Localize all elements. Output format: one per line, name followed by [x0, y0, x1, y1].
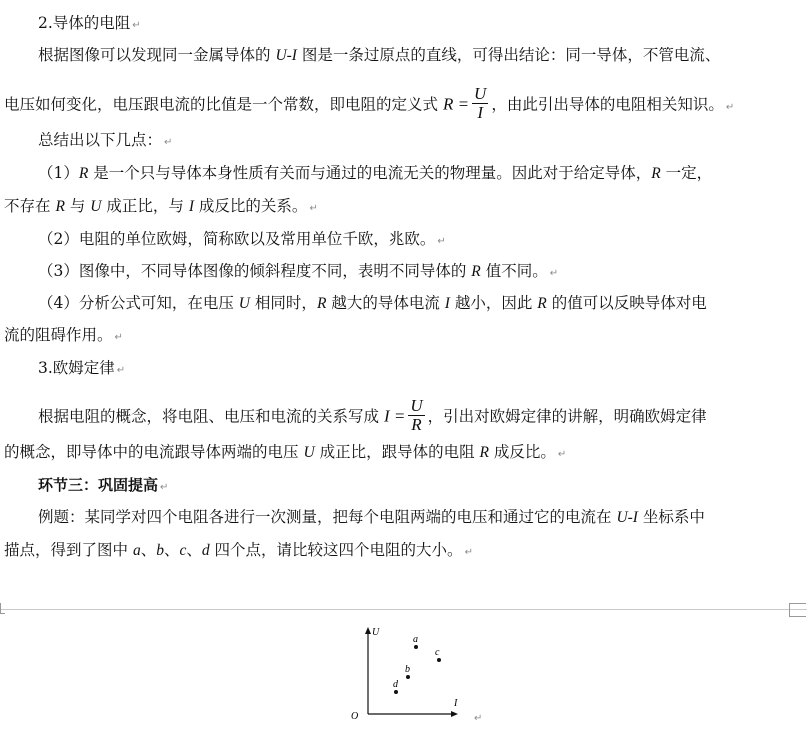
page-corner-mark [789, 603, 806, 617]
figure-paragraph-mark: ↵ [474, 713, 483, 724]
point-d [394, 690, 398, 694]
u-axis-arrow [365, 627, 371, 634]
section-3-heading: 3.欧姆定律 ↵ [38, 359, 126, 377]
point-4-line: 流的阻碍作用。 ↵ [4, 326, 123, 344]
summary-line: 总结出以下几点： ↵ [38, 131, 173, 149]
page-corner-mark [0, 603, 5, 614]
point-b [406, 675, 410, 679]
point-4-line: （4）分析公式可知，在电压 U 相同时，R 越大的导体电流 I 越小，因此 R 的值可以反映导体对电 [38, 294, 707, 312]
paragraph-line: 根据图像可以发现同一金属导体的 U-I 图是一条过原点的直线，可得出结论：同一导体，不管电流、 [38, 46, 721, 64]
origin-label: O [351, 711, 359, 720]
ohm-law-line: 根据电阻的概念，将电阻、电压和电流的关系写成 I = $\frac{U}{R}$ ，引出对欧姆定律的讲解，明确欧姆定律 [38, 396, 707, 434]
example-line: 描点，得到了图中 a、b、c、d 四个点，请比较这四个电阻的大小。 ↵ [4, 541, 473, 559]
i-axis-label: I [454, 698, 458, 709]
review-heading: 环节三：巩固提高 ↵ [38, 476, 169, 494]
point-b-label: b [405, 664, 410, 675]
i-axis-arrow [451, 711, 458, 717]
point-c [437, 658, 441, 662]
point-a-label: a [413, 634, 418, 645]
point-1-line: （1）R 是一个只与导体本身性质有关而与通过的电流无关的物理量。因此对于给定导体，R 一定， [38, 164, 713, 182]
page-break-line [0, 609, 807, 610]
resistance-definition-fraction: $\frac{U}{I}$ [474, 84, 487, 122]
point-d-label: d [393, 679, 398, 690]
section-2-heading: 2.导体的电阻 ↵ [38, 14, 141, 32]
ohm-law-line: 的概念，即导体中的电流跟导体两端的电压 U 成正比，跟导体的电阻 R 成反比。 ↵ [4, 443, 567, 461]
example-line: 例题：某同学对四个电阻各进行一次测量，把每个电阻两端的电压和通过它的电流在 U-I 坐标系中 [38, 508, 705, 526]
point-c-label: c [435, 647, 440, 658]
ui-graph [346, 622, 471, 720]
ohm-law-fraction: $\frac{U}{R}$ [410, 396, 423, 434]
point-3-line: （3）图像中，不同导体图像的倾斜程度不同，表明不同导体的 R 值不同。 ↵ [38, 262, 559, 280]
point-a [414, 645, 418, 649]
point-1-line: 不存在 R 与 U 成正比，与 I 成反比的关系。 ↵ [4, 197, 318, 215]
paragraph-line: 电压如何变化，电压跟电流的比值是一个常数，即电阻的定义式 R = $\frac{U}{I}$ ，由此引出导体的电阻相关知识。 ↵ [4, 84, 735, 122]
point-2-line: （2）电阻的单位欧姆，简称欧以及常用单位千欧，兆欧。 ↵ [38, 230, 446, 248]
u-axis-label: U [372, 627, 380, 638]
